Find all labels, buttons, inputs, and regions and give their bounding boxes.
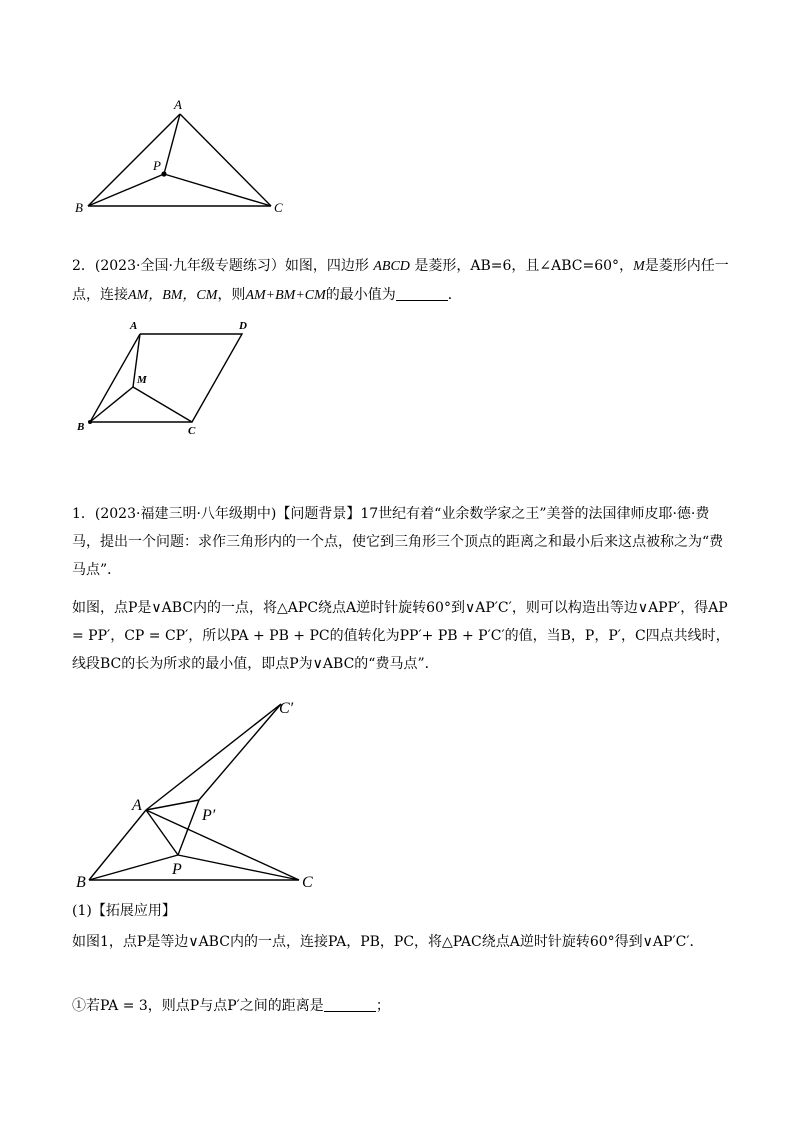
figure-1 [60, 90, 300, 220]
figure-3 [70, 696, 330, 896]
edge-ab [88, 114, 180, 206]
label-a: A [174, 97, 182, 112]
label-b: B [76, 874, 86, 891]
label-c: C [302, 874, 313, 891]
part-1-heading: (1)【拓展应用】 [72, 903, 176, 919]
label-a: A [132, 797, 142, 814]
segment-ap-prime [146, 800, 199, 810]
label-p: P [172, 861, 182, 878]
problem-1-background: 1．(2023·福建三明·八年级期中)【问题背景】17世纪有着“业余数学家之王”美誉的法国律师皮耶·德·费马，提出一个问题：求作三角形内的一个点，使它到三角形三个顶点的距离之和最小后来这点被称之为“费马点”． [72, 506, 724, 578]
edge-ac [146, 810, 299, 880]
label-c: C [274, 200, 283, 215]
label-d: D [239, 320, 247, 332]
segment-pb [88, 174, 164, 206]
answer-blank-q1[interactable] [324, 997, 376, 1012]
label-b: B [77, 421, 85, 433]
edge-ab [89, 810, 146, 880]
problem-2-text: 2．(2023·全国·九年级专题练习）如图，四边形 ABCD 是菱形，AB=6，且∠ABC=60°，M是菱形内任一点，连接AM，BM，CM，则AM+BM+CM的最小值为 ． [72, 258, 729, 303]
segment-mb [90, 387, 133, 422]
label-p-prime: P′ [202, 807, 216, 824]
label-a: A [130, 320, 138, 332]
part-1-statement: 如图1，点P是等边∨ABC内的一点，连接PA，PB，PC，将△PAC绕点A逆时针旋转60°得到∨AP′C′． [72, 934, 704, 950]
segment-p-prime-c-prime [199, 704, 281, 800]
label-b: B [75, 200, 83, 215]
figure-2 [70, 316, 270, 442]
answer-blank-2[interactable] [396, 286, 448, 301]
segment-pc [178, 855, 299, 880]
question-1: ①若PA = 3，则点P与点P′之间的距离是 ； [72, 998, 390, 1014]
rhombus-abcd [90, 334, 242, 422]
segment-ac-prime [146, 704, 281, 810]
segment-mc [133, 387, 192, 422]
label-p: P [153, 158, 161, 173]
segment-pb [89, 855, 178, 880]
segment-pa [164, 114, 180, 174]
label-m: M [137, 374, 147, 386]
segment-p-p-prime [178, 800, 199, 855]
label-c-prime: C′ [279, 700, 294, 717]
point-p [161, 171, 166, 176]
problem-1-explanation: 如图，点P是∨ABC内的一点，将△APC绕点A逆时针旋转60°到∨AP′C′，则可以构造出等边∨APP′，得AP = PP′，CP = CP′，所以PA + PB + PC的值转化为PP′+ PB + P′C′的值，当B，P，P′，C四点共线时，线段BC的长为所求的最小值，即点P为∨ABC的“费马点”． [72, 600, 730, 672]
label-c: C [188, 425, 196, 437]
point-b [88, 420, 92, 424]
